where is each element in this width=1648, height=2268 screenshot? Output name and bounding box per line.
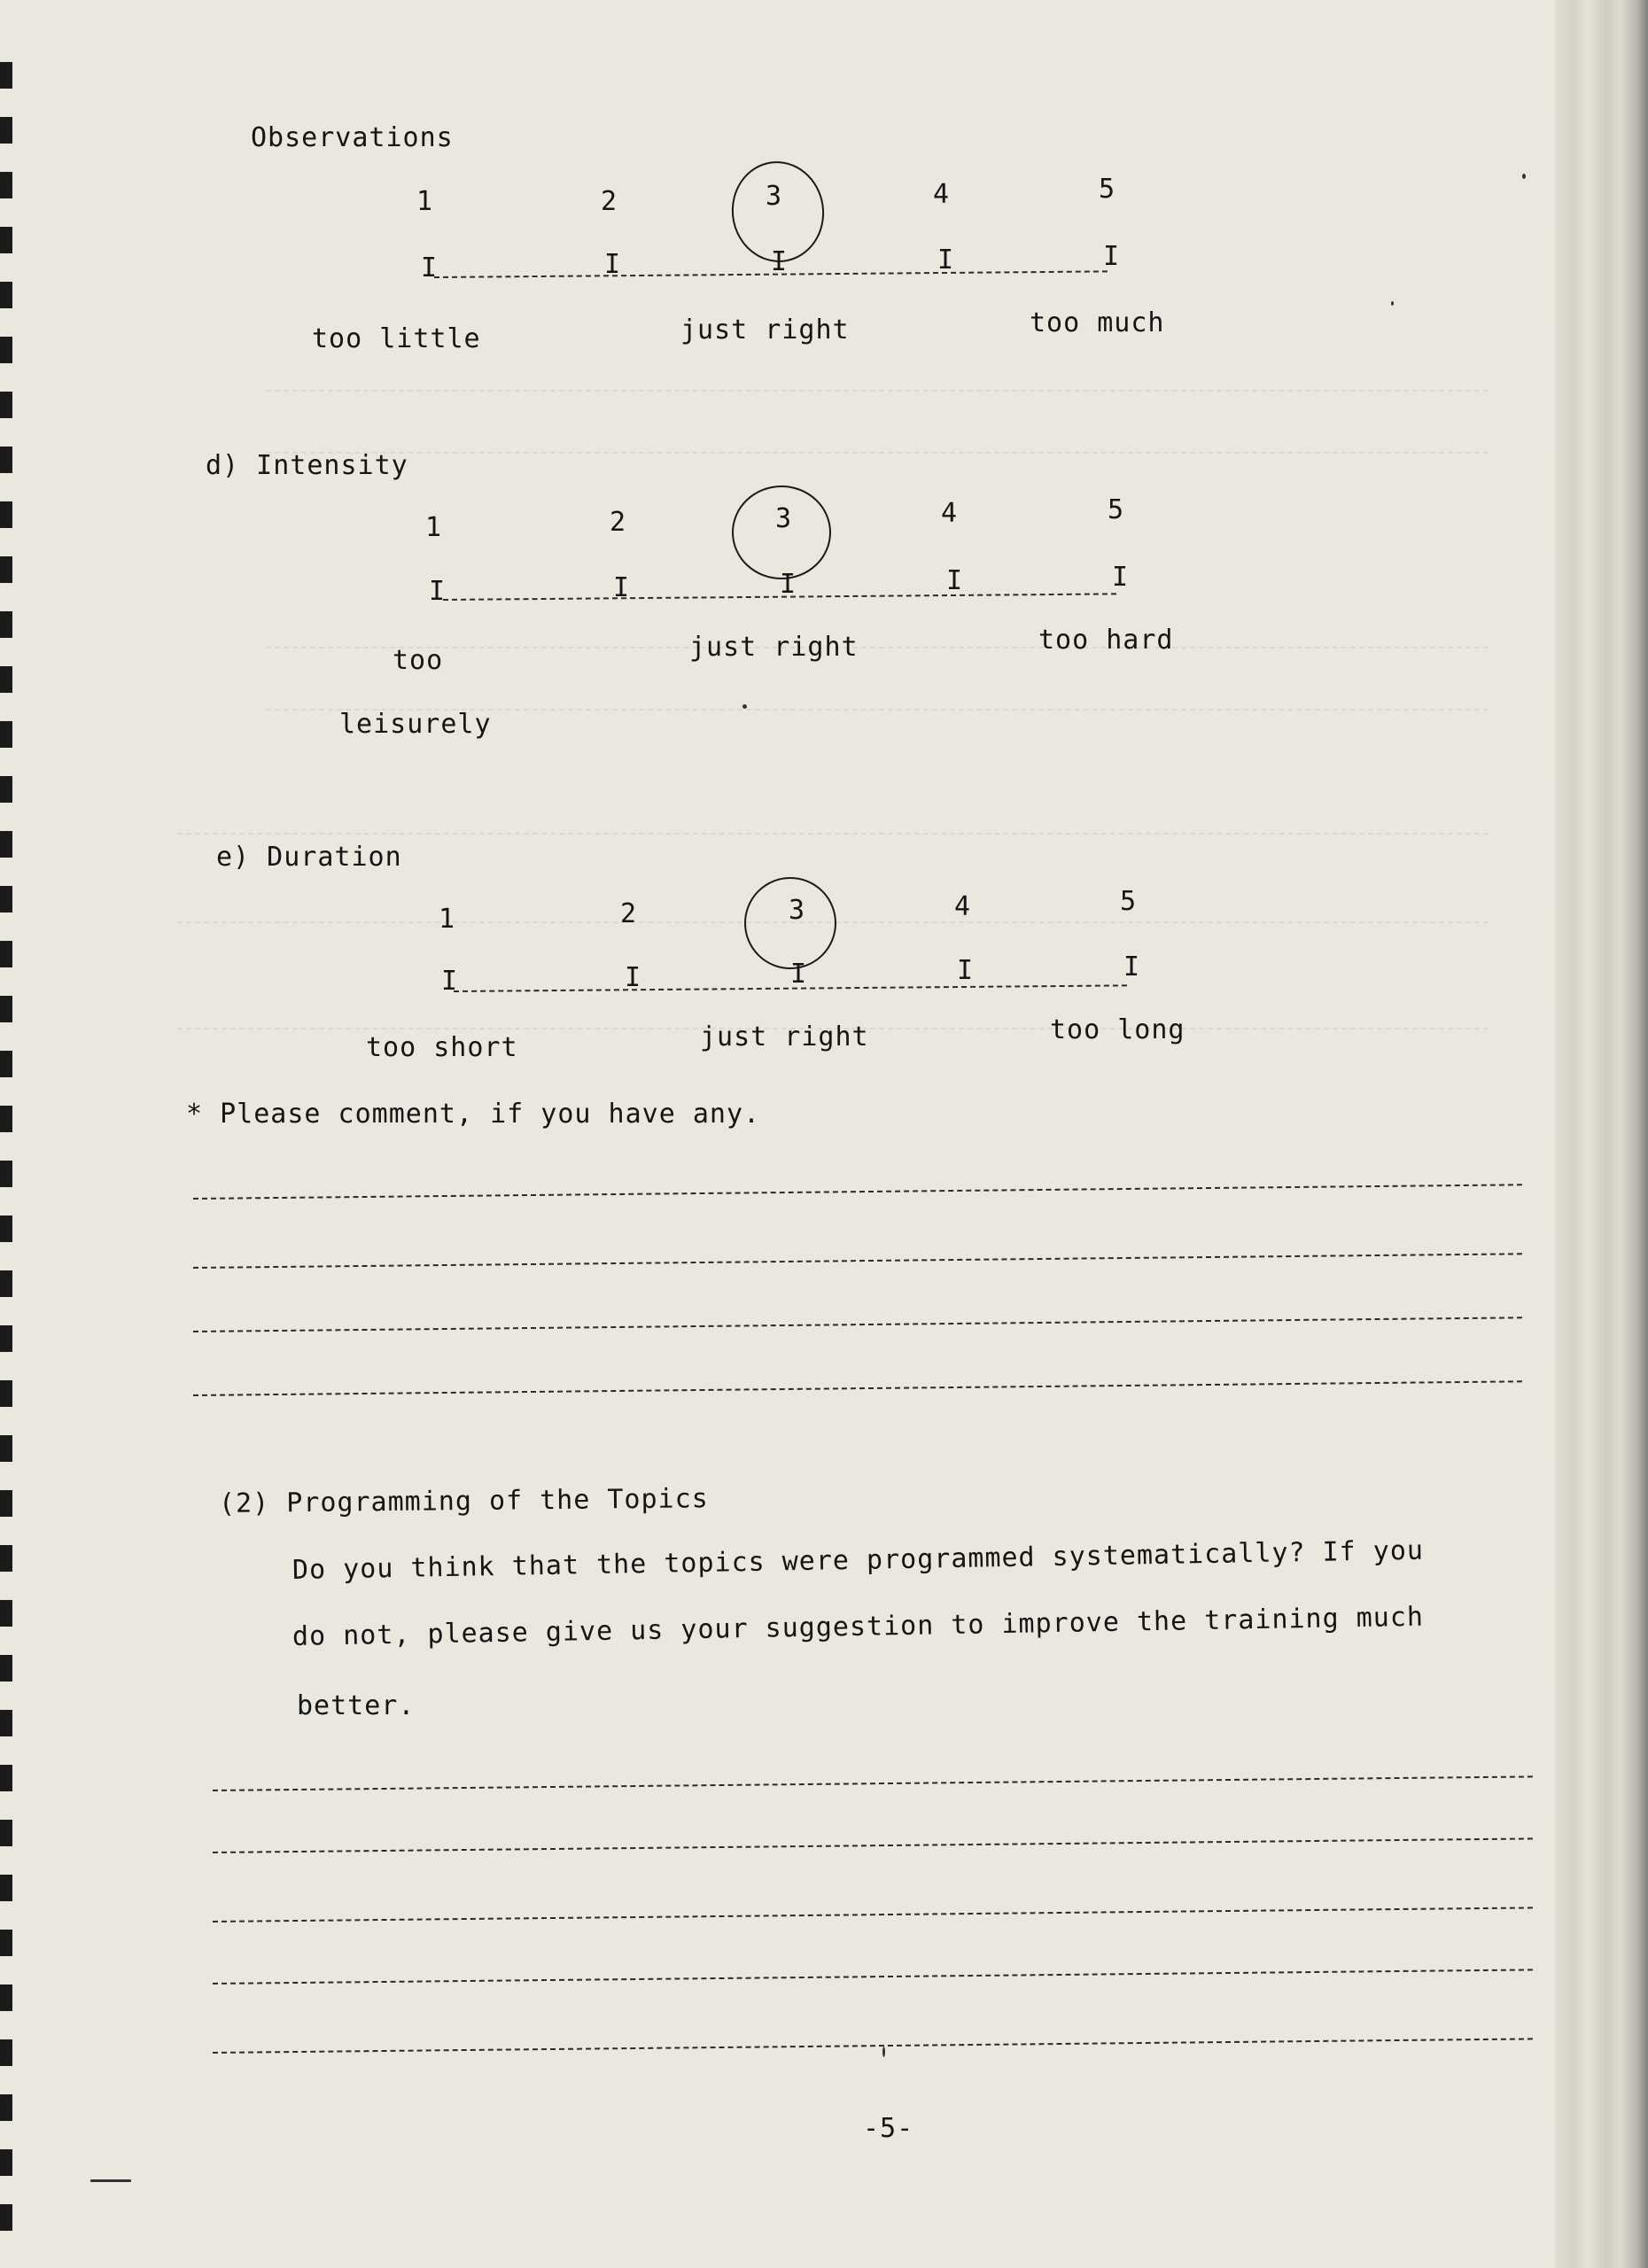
binder-hole <box>0 227 12 253</box>
scale-number-3: 3 <box>775 503 792 534</box>
selection-circle <box>732 485 831 579</box>
binder-hole <box>0 1765 12 1791</box>
page-number: -5- <box>863 2113 914 2144</box>
comment-prompt: * Please comment, if you have any. <box>186 1099 761 1130</box>
binder-hole <box>0 447 12 473</box>
scale-number-2: 2 <box>620 898 637 929</box>
binder-hole <box>0 1106 12 1132</box>
binder-hole <box>0 721 12 748</box>
anchor-low: leisurely <box>339 709 492 740</box>
binder-hole <box>0 62 12 89</box>
binder-hole <box>0 1051 12 1077</box>
binder-hole <box>0 611 12 638</box>
ink-speck <box>1391 301 1394 306</box>
selection-circle <box>744 877 836 969</box>
binder-hole <box>0 1490 12 1517</box>
programming-heading: (2) Programming of the Topics <box>218 1483 709 1519</box>
ink-speck <box>742 704 747 709</box>
binder-hole <box>0 1820 12 1846</box>
scale-number-4: 4 <box>933 179 950 210</box>
scale-number-2: 2 <box>610 507 626 538</box>
binder-hole <box>0 1930 12 1956</box>
scale-number-4: 4 <box>941 498 958 529</box>
programming-question: do not, please give us your suggestion to improve the training much <box>292 1601 1425 1652</box>
programming-question: better. <box>297 1690 416 1721</box>
scale-number-5: 5 <box>1120 886 1137 917</box>
observations-label: Observations <box>251 122 454 153</box>
binder-hole <box>0 2204 12 2231</box>
binder-hole <box>0 392 12 418</box>
binder-hole <box>0 1984 12 2011</box>
binder-hole <box>0 117 12 144</box>
page-stack-edge <box>1555 0 1648 2268</box>
scale-tick: I <box>613 572 630 603</box>
scale-tick: I <box>1103 241 1120 272</box>
binder-hole <box>0 1710 12 1736</box>
binder-hole <box>0 776 12 803</box>
scale-tick: I <box>421 252 438 284</box>
binder-hole <box>0 172 12 198</box>
scale-number-3: 3 <box>766 181 782 212</box>
scale-number-2: 2 <box>601 186 618 217</box>
programming-question: Do you think that the topics were programmed systematically? If you <box>292 1534 1425 1586</box>
scale-tick: I <box>790 959 807 990</box>
scale-tick: I <box>957 955 974 986</box>
binder-hole <box>0 831 12 858</box>
intensity-label: d) Intensity <box>206 450 408 481</box>
binder-hole <box>0 1875 12 1901</box>
scale-tick: I <box>441 966 458 997</box>
scale-number-3: 3 <box>789 895 805 926</box>
binder-hole <box>0 1216 12 1242</box>
scale-tick: I <box>771 246 788 277</box>
binder-hole <box>0 1380 12 1407</box>
anchor-low: too short <box>366 1032 518 1063</box>
anchor-high: too much <box>1030 307 1165 338</box>
binder-hole <box>0 1325 12 1352</box>
anchor-high: too hard <box>1038 625 1174 656</box>
scale-tick: I <box>937 245 954 276</box>
scale-number-5: 5 <box>1108 494 1124 525</box>
scale-number-5: 5 <box>1099 174 1116 205</box>
scale-number-1: 1 <box>425 512 442 543</box>
anchor-mid: just right <box>680 315 850 346</box>
anchor-low: too little <box>312 323 481 354</box>
binder-hole <box>0 556 12 583</box>
binder-hole <box>0 2149 12 2176</box>
scale-tick: I <box>625 962 641 993</box>
scale-tick: I <box>1123 951 1140 983</box>
anchor-low: too <box>393 645 444 676</box>
binder-hole <box>0 996 12 1022</box>
binder-hole <box>0 337 12 363</box>
anchor-high: too long <box>1050 1014 1185 1045</box>
scale-tick: I <box>780 569 797 600</box>
scale-tick: I <box>1112 562 1129 593</box>
scale-number-1: 1 <box>439 904 455 935</box>
ink-speck <box>90 2179 131 2182</box>
binder-hole <box>0 1161 12 1187</box>
binder-hole <box>0 1435 12 1462</box>
binder-hole <box>0 1655 12 1682</box>
scale-tick: I <box>946 565 963 596</box>
binder-hole <box>0 1545 12 1572</box>
scale-tick: I <box>429 576 446 607</box>
binder-hole <box>0 941 12 967</box>
binder-hole <box>0 886 12 913</box>
binder-hole <box>0 1600 12 1627</box>
anchor-mid: just right <box>700 1021 869 1052</box>
binder-hole <box>0 2094 12 2121</box>
ink-speck <box>1522 174 1526 179</box>
binder-hole <box>0 1270 12 1297</box>
binder-hole <box>0 282 12 308</box>
scale-tick: I <box>604 249 621 280</box>
duration-label: e) Duration <box>216 842 402 873</box>
scale-number-1: 1 <box>416 186 433 217</box>
scale-number-4: 4 <box>954 891 971 922</box>
anchor-mid: just right <box>689 632 859 663</box>
ink-speck <box>882 2047 885 2057</box>
binder-hole <box>0 2039 12 2066</box>
binder-hole <box>0 501 12 528</box>
binder-hole <box>0 666 12 693</box>
